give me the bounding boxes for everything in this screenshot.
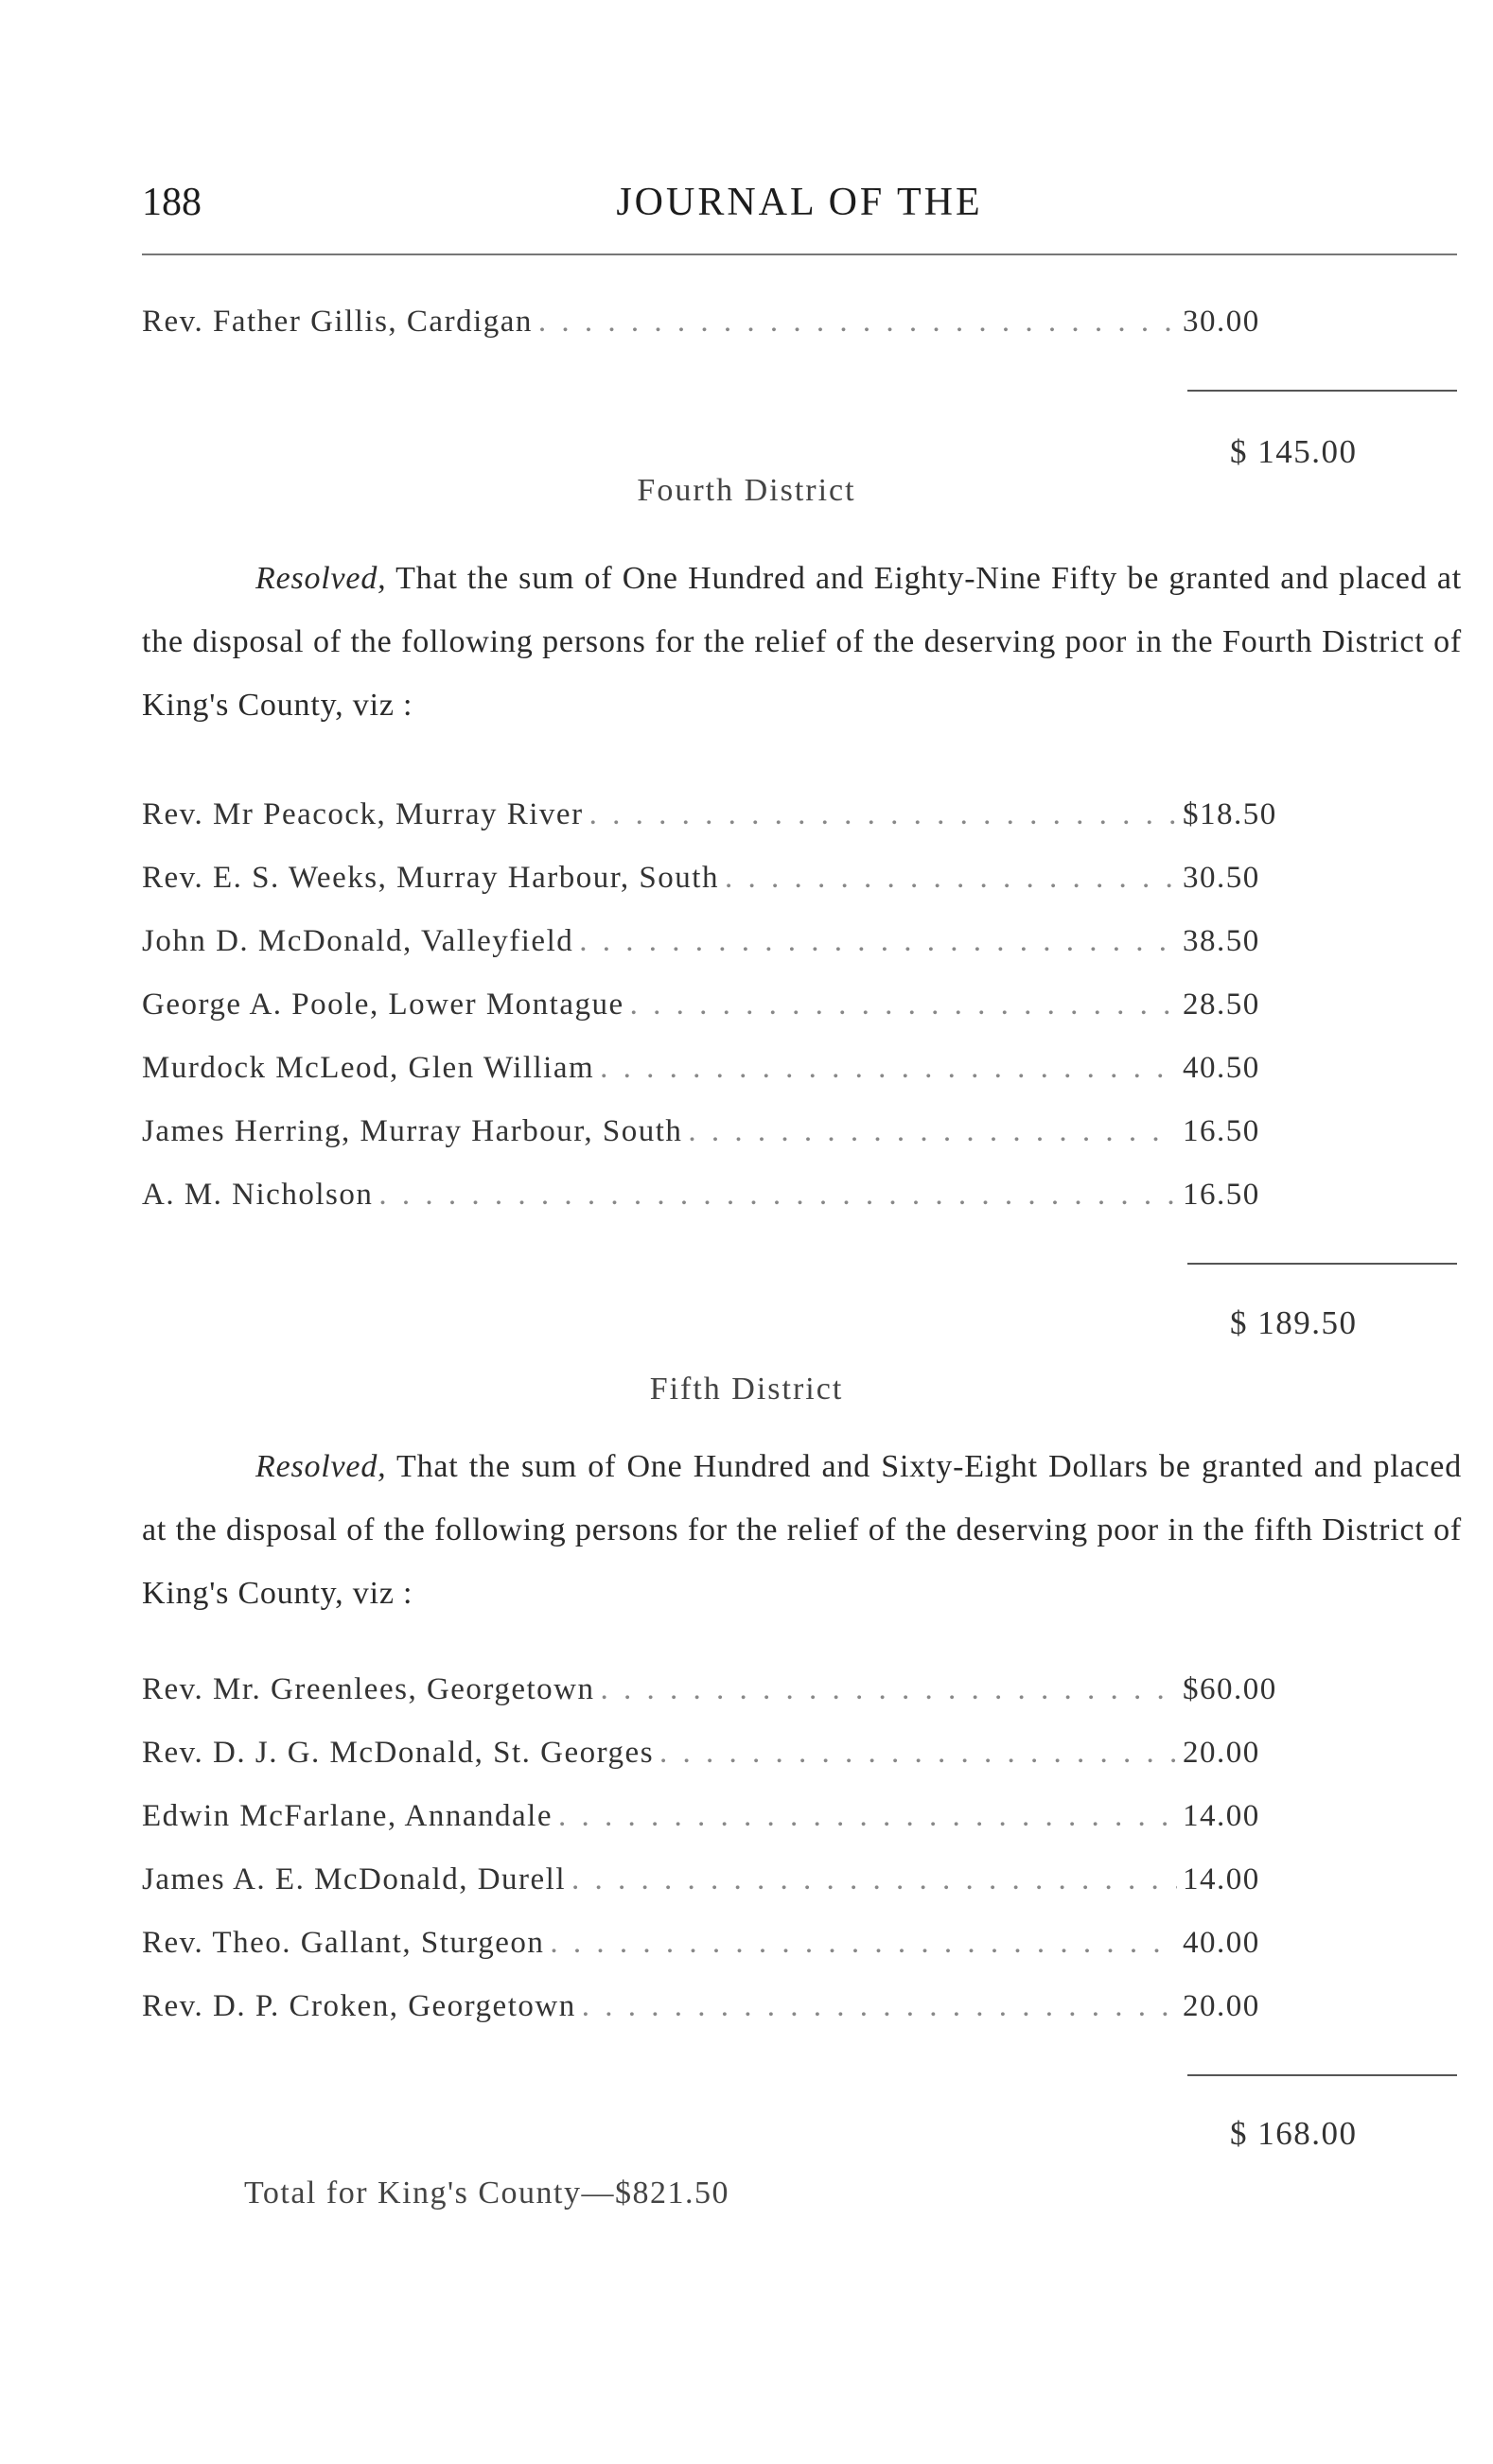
dot-leader [538,305,1177,340]
recipient-amount: 30.50 [1183,861,1260,895]
recipient-amount: 14.00 [1183,1862,1260,1896]
sum-rule [1187,1263,1457,1265]
dot-leader [688,1114,1177,1149]
list-item [142,1114,1306,1162]
header-rule [142,253,1457,255]
subtotal: $ 189.50 [1230,1304,1358,1341]
dot-leader [550,1926,1177,1961]
resolution-lead: Resolved, [255,561,387,596]
list-item [142,1178,1306,1225]
subtotal: $ 168.00 [1230,2115,1358,2152]
dot-leader [630,987,1177,1022]
running-title: JOURNAL OF THE [616,181,983,224]
recipient-name: Rev. E. S. Weeks, Murray Harbour, South [142,861,719,895]
recipient-name: Rev. Mr. Greenlees, Georgetown [142,1672,595,1706]
recipient-name: Rev. D. P. Croken, Georgetown [142,1989,576,2023]
recipient-name: Rev. D. J. G. McDonald, St. Georges [142,1736,655,1770]
recipient-name: Rev. Mr Peacock, Murray River [142,797,584,831]
list-item [142,1926,1306,1973]
list-item [142,1736,1306,1783]
sum-rule [1187,2074,1457,2076]
recipient-name: Rev. Theo. Gallant, Sturgeon [142,1926,545,1960]
list-item [142,861,1306,908]
dot-leader [600,1051,1177,1086]
recipient-amount: 38.50 [1183,924,1260,958]
recipient-amount: 40.50 [1183,1051,1260,1085]
dot-leader [558,1799,1177,1834]
resolution-paragraph [142,1435,1462,1625]
recipient-name: John D. McDonald, Valleyfield [142,924,574,958]
recipient-amount: 20.00 [1183,1989,1260,2023]
resolution-paragraph [142,547,1462,737]
recipient-name: Rev. Father Gillis, Cardigan [142,305,533,339]
recipient-name: George A. Poole, Lower Montague [142,987,624,1022]
dot-leader [571,1862,1177,1897]
dot-leader [589,797,1177,832]
subtotal: $ 145.00 [1230,433,1358,470]
sum-rule [1187,390,1457,392]
district-heading: Fifth District [649,1372,844,1407]
recipient-name: Edwin McFarlane, Annandale [142,1799,553,1833]
district-heading: Fourth District [637,473,856,508]
recipient-amount: 20.00 [1183,1736,1260,1770]
recipient-amount: $18.50 [1183,797,1277,831]
recipient-name: Murdock McLeod, Glen William [142,1051,595,1085]
dot-leader [600,1672,1177,1707]
resolution-lead: Resolved, [255,1449,387,1484]
list-item [142,305,1306,352]
list-item [142,1799,1306,1846]
recipient-amount: 16.50 [1183,1178,1260,1212]
recipient-amount: $60.00 [1183,1672,1277,1706]
list-item [142,1051,1306,1098]
list-item [142,797,1306,845]
dot-leader [659,1736,1177,1771]
county-total: Total for King's County—$821.50 [244,2176,730,2211]
recipient-amount: 14.00 [1183,1799,1260,1833]
list-item [142,987,1306,1035]
list-item [142,1862,1306,1910]
dot-leader [378,1178,1177,1213]
recipient-amount: 40.00 [1183,1926,1260,1960]
list-item [142,1672,1306,1720]
recipient-amount: 16.50 [1183,1114,1260,1148]
dot-leader [579,924,1177,959]
recipient-name: James A. E. McDonald, Durell [142,1862,567,1896]
dot-leader [725,861,1177,896]
resolution-text: That the sum of One Hundred and Sixty-Eight Dollars be granted and placed at the disposal of the following persons for the relief of the deserving poor in the fifth District of King's County, viz : [142,1449,1462,1611]
recipient-name: A. M. Nicholson [142,1178,374,1212]
recipient-amount: 28.50 [1183,987,1260,1022]
recipient-amount: 30.00 [1183,305,1260,339]
resolution-text: That the sum of One Hundred and Eighty-Nine Fifty be granted and placed at the disposal of the following persons for the relief of the deserving poor in the Fourth District of King's County, viz : [142,561,1462,723]
recipient-name: James Herring, Murray Harbour, South [142,1114,683,1148]
page-number: 188 [142,181,202,224]
dot-leader [582,1989,1177,2024]
list-item [142,1989,1306,2036]
list-item [142,924,1306,971]
page-header [142,180,1457,236]
